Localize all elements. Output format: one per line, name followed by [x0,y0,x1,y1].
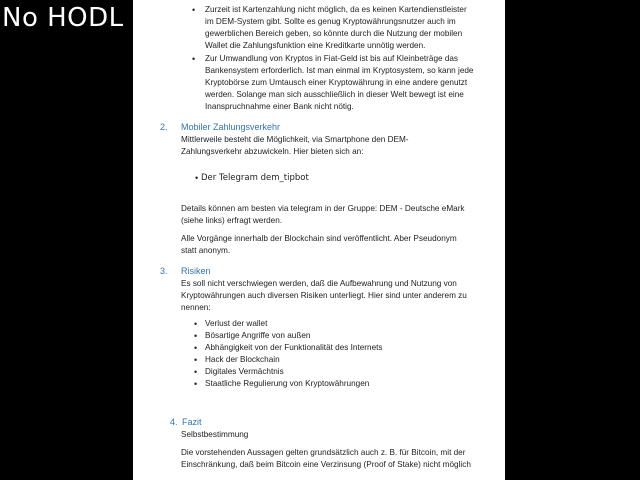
intro-bullet-2-line-3: Kryptobörse zum Umtausch einer Kryptowährung in eine andere genutzt [205,78,468,87]
intro-bullet-2-line-1: Zur Umwandlung von Kryptos in Fiat-Geld ist bis auf Kleinbeträge das [205,54,459,63]
section-2-blockchain-line-2: statt anonym. [181,246,231,255]
section-3-intro-line-1: Es soll nicht verschwiegen werden, daß die Aufbewahrung und Nutzung von [181,279,457,288]
bullet-dot: • [195,173,199,183]
intro-bullet-1-line-3: gewerblichen Bereich geben, so könnte durch die Nutzung der mobilen [205,29,463,38]
section-3-intro-line-3: nennen: [181,303,211,312]
section-2-intro-line-2: Zahlungsverkehr abzuwickeln. Hier bieten sich an: [181,147,364,156]
intro-bullet-1-line-2: im DEM-System gibt. Sollte es genug Kryptowährungsnutzer auch im [205,17,456,26]
bullet-dot: • [194,379,198,389]
section-2-details-line-2: (siehe links) erfragt werden. [181,216,283,225]
risk-item: Digitales Vermächtnis [205,367,284,376]
section-2-heading: Mobiler Zahlungsverkehr [181,122,281,132]
section-2-intro-line-1: Mittlerweile besteht die Möglichkeit, via Smartphone den DEM- [181,135,409,144]
section-4-heading: Fazit [182,417,202,427]
intro-bullet-1-line-4: Wallet die Zahlungsfunktion eine Kreditkarte unnötig werden. [205,41,426,50]
section-4-subtitle: Selbstbestimmung [181,430,249,439]
risk-item: Hack der Blockchain [205,355,280,364]
section-4-body-line-1: Die vorstehenden Aussagen gelten grundsätzlich auch z. B. für Bitcoin, mit der [181,448,466,457]
bullet-dot: • [194,331,198,341]
overlay-title: No HODL [2,3,124,33]
document-page [133,0,505,480]
bullet-dot: • [192,5,196,15]
section-3-heading: Risiken [181,266,211,276]
bullet-dot: • [194,355,198,365]
risk-item: Bösartige Angriffe von außen [205,331,311,340]
bullet-dot: • [192,54,196,64]
section-2-details-line-1: Details können am besten via telegram in der Gruppe: DEM - Deutsche eMark [181,204,465,213]
section-2-bullet: Der Telegram dem_tipbot [201,173,309,183]
risk-item: Staatliche Regulierung von Kryptowährungen [205,379,370,388]
risk-item: Abhängigkeit von der Funktionalität des Internets [205,343,383,352]
section-4-body-line-2: Einschränkung, daß beim Bitcoin eine Verzinsung (Proof of Stake) nicht möglich [181,460,471,469]
intro-bullet-2-line-5: Inanspruchnahme einer Bank nicht nötig. [205,102,354,111]
risk-item: Verlust der wallet [205,319,268,328]
bullet-dot: • [194,343,198,353]
section-3-number: 3. [160,266,168,276]
section-4-number: 4. [170,417,178,427]
section-2-number: 2. [160,122,168,132]
section-3-intro-line-2: Kryptowährungen auch diversen Risiken unterliegt. Hier sind unter anderem zu [181,291,467,300]
section-2-blockchain-line-1: Alle Vorgänge innerhalb der Blockchain sind veröffentlicht. Aber Pseudonym [181,234,457,243]
bullet-dot: • [194,367,198,377]
intro-bullet-2-line-4: werden. Solange man sich ausschließlich in dieser Welt bewegt ist eine [205,90,464,99]
bullet-dot: • [194,319,198,329]
intro-bullet-1-line-1: Zurzeit ist Kartenzahlung nicht möglich, da es keinen Kartendienstleister [205,5,467,14]
intro-bullet-2-line-2: Bankensystem erforderlich. Ist man einmal im Kryptosystem, so kann jede [205,66,474,75]
